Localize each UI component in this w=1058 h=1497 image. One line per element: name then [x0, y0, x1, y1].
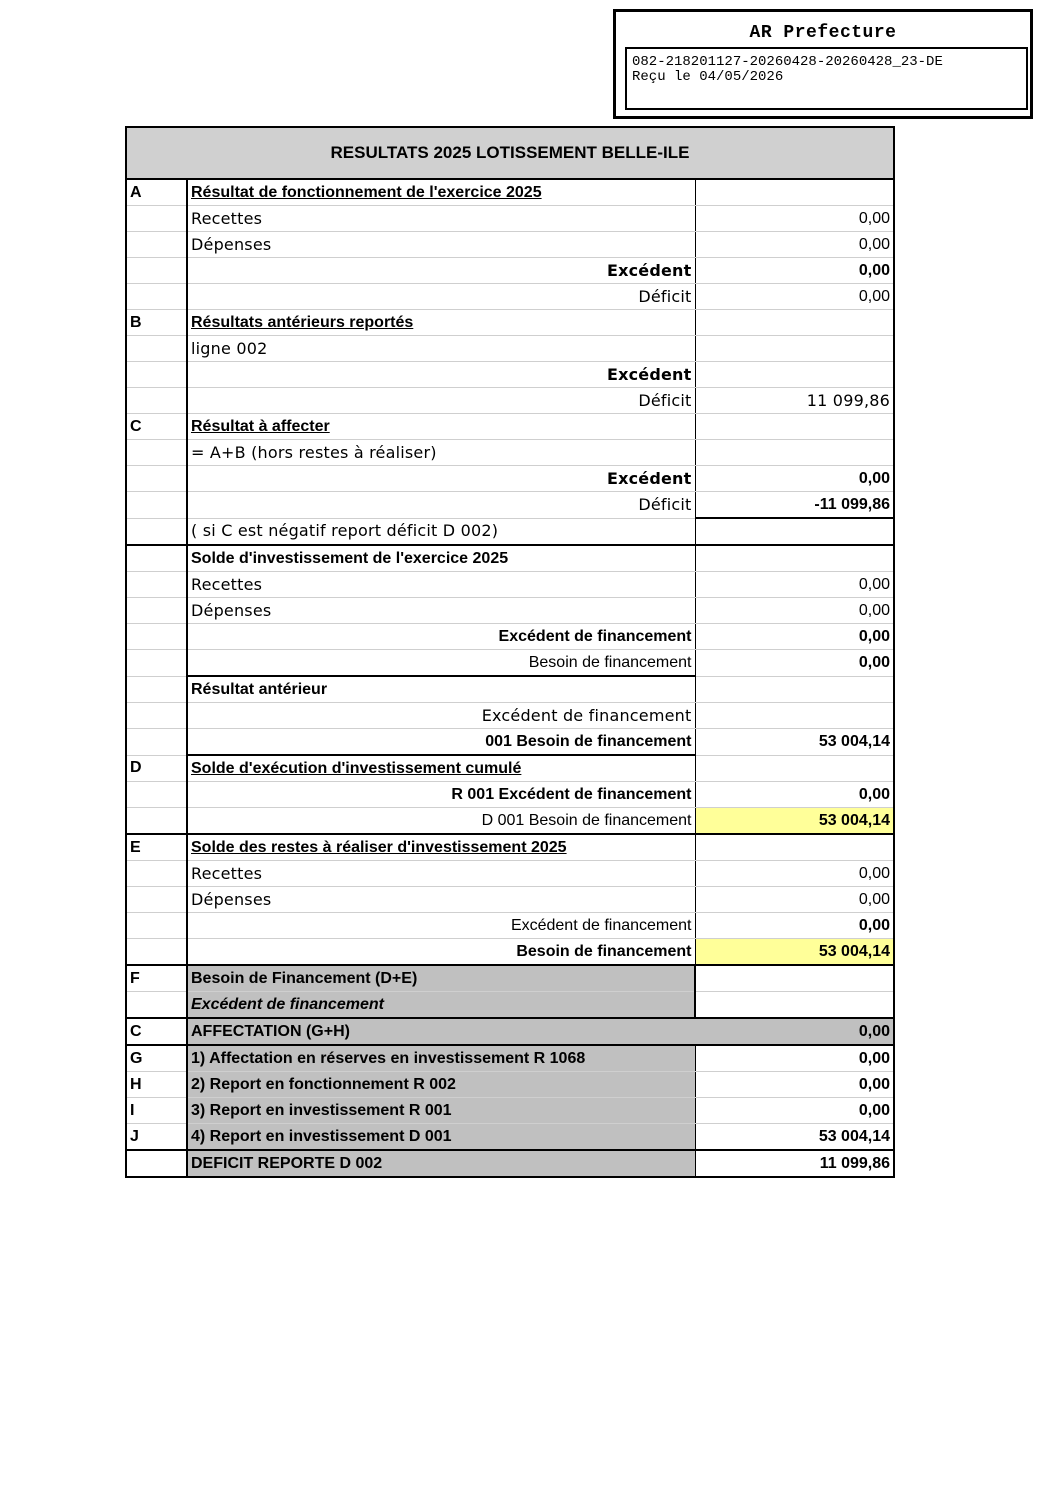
table-row: [126, 258, 894, 284]
table-row: [126, 492, 894, 519]
row-letter: [126, 1150, 187, 1177]
table-row: [126, 232, 894, 258]
stamp-title: AR Prefecture: [749, 23, 897, 43]
row-value: 0,00: [695, 284, 894, 310]
row-label: Solde d'exécution d'investissement cumulé: [187, 755, 695, 782]
table-title: RESULTATS 2025 LOTISSEMENT BELLE-ILE: [126, 127, 894, 179]
row-letter: [126, 572, 187, 598]
table-row: [126, 650, 894, 677]
row-label: R 001 Excédent de financement: [187, 782, 695, 808]
row-value: [695, 703, 894, 729]
table-row: [126, 1018, 894, 1045]
row-letter: [126, 206, 187, 232]
table-row: [126, 676, 894, 703]
row-letter: [126, 729, 187, 756]
table-row: [126, 939, 894, 966]
table-row: [126, 362, 894, 388]
row-value: 0,00: [695, 258, 894, 284]
row-label: AFFECTATION (G+H): [187, 1018, 695, 1045]
table-row: [126, 206, 894, 232]
row-value: 0,00: [695, 887, 894, 913]
row-value: 0,00: [695, 572, 894, 598]
row-letter: [126, 518, 187, 545]
row-letter: [126, 545, 187, 572]
table-row: [126, 1098, 894, 1124]
table-row: [126, 388, 894, 414]
row-value: [695, 755, 894, 782]
table-row: [126, 598, 894, 624]
row-letter: [126, 676, 187, 703]
row-letter: [126, 887, 187, 913]
table-row: [126, 179, 894, 206]
row-label: Excédent: [187, 362, 695, 388]
row-value: 53 004,14: [695, 1124, 894, 1151]
row-value: 11 099,86: [695, 1150, 894, 1177]
row-label: Excédent de financement: [187, 992, 695, 1019]
row-label: 3) Report en investissement R 001: [187, 1098, 695, 1124]
row-label: 001 Besoin de financement: [187, 729, 695, 756]
row-label: Recettes: [187, 572, 695, 598]
table-row: [126, 336, 894, 362]
row-value: [695, 834, 894, 861]
table-row: [126, 782, 894, 808]
row-label: Solde des restes à réaliser d'investissement 2025: [187, 834, 695, 861]
table-row: [126, 992, 894, 1019]
row-value-highlight: 53 004,14: [695, 939, 894, 966]
row-letter: C: [126, 1018, 187, 1045]
table-row: [126, 414, 894, 440]
table-row: [126, 466, 894, 492]
row-value: 11 099,86: [695, 388, 894, 414]
row-letter: [126, 232, 187, 258]
table-row: [126, 834, 894, 861]
row-value: 0,00: [695, 232, 894, 258]
row-label: Excédent de financement: [187, 703, 695, 729]
row-letter: G: [126, 1045, 187, 1072]
stamp-reference: 082-218201127-20260428-20260428_23-DE: [632, 54, 943, 70]
row-letter: [126, 782, 187, 808]
table-row: [126, 808, 894, 835]
table-row: [126, 729, 894, 756]
row-value: 0,00: [695, 913, 894, 939]
row-value: 0,00: [695, 1045, 894, 1072]
row-value: 0,00: [695, 206, 894, 232]
row-value: [695, 676, 894, 703]
row-letter: [126, 913, 187, 939]
row-letter: D: [126, 755, 187, 782]
table-row: [126, 518, 894, 545]
row-letter: [126, 336, 187, 362]
row-value: 0,00: [695, 782, 894, 808]
row-label: Besoin de Financement (D+E): [187, 965, 695, 992]
row-value: [695, 362, 894, 388]
row-value: [695, 336, 894, 362]
row-letter: [126, 258, 187, 284]
row-label: Déficit: [187, 284, 695, 310]
row-label: 4) Report en investissement D 001: [187, 1124, 695, 1151]
row-letter: [126, 624, 187, 650]
row-label: 1) Affectation en réserves en investissement R 1068: [187, 1045, 695, 1072]
row-label: Excédent de financement: [187, 624, 695, 650]
table-row: [126, 1150, 894, 1177]
row-value: 0,00: [695, 598, 894, 624]
row-value: [695, 414, 894, 440]
row-letter: [126, 598, 187, 624]
row-value: 0,00: [695, 1098, 894, 1124]
table-row: [126, 284, 894, 310]
row-letter: [126, 992, 187, 1019]
table-row: [126, 703, 894, 729]
row-value: 53 004,14: [695, 729, 894, 756]
stamp-details: [625, 47, 1028, 110]
row-label: Solde d'investissement de l'exercice 2025: [187, 545, 695, 572]
row-value: 0,00: [695, 466, 894, 492]
table-row: [126, 887, 894, 913]
row-label: Résultat à affecter: [187, 414, 695, 440]
row-value: [695, 518, 894, 545]
row-label: = A+B (hors restes à réaliser): [187, 440, 695, 466]
row-value: 0,00: [695, 650, 894, 677]
row-letter: [126, 466, 187, 492]
row-value: [695, 440, 894, 466]
row-label: Dépenses: [187, 598, 695, 624]
row-letter: [126, 808, 187, 835]
row-label: Résultat antérieur: [187, 676, 695, 703]
row-letter: [126, 388, 187, 414]
row-label: Dépenses: [187, 887, 695, 913]
table-header-row: [126, 127, 894, 179]
table-row: [126, 624, 894, 650]
row-label: Recettes: [187, 861, 695, 887]
row-label: Déficit: [187, 388, 695, 414]
row-value: -11 099,86: [695, 492, 894, 519]
row-letter: C: [126, 414, 187, 440]
table-row: [126, 965, 894, 992]
table-row: [126, 545, 894, 572]
row-label: DEFICIT REPORTE D 002: [187, 1150, 695, 1177]
row-label: Excédent: [187, 466, 695, 492]
row-value: [695, 992, 894, 1019]
row-letter: [126, 939, 187, 966]
row-value: [695, 310, 894, 336]
row-letter: [126, 284, 187, 310]
row-letter: E: [126, 834, 187, 861]
row-label: Déficit: [187, 492, 695, 519]
row-label: ligne 002: [187, 336, 695, 362]
row-letter: [126, 703, 187, 729]
row-label: ( si C est négatif report déficit D 002): [187, 518, 695, 545]
row-label: 2) Report en fonctionnement R 002: [187, 1072, 695, 1098]
row-value-highlight: 53 004,14: [695, 808, 894, 835]
row-label: Résultats antérieurs reportés: [187, 310, 695, 336]
row-letter: [126, 492, 187, 519]
row-value: [695, 179, 894, 206]
results-table: [125, 126, 895, 1178]
ar-prefecture-stamp: [613, 9, 1033, 119]
row-letter: [126, 440, 187, 466]
row-value: [695, 545, 894, 572]
table-row: [126, 1124, 894, 1151]
table-row: [126, 572, 894, 598]
row-letter: [126, 650, 187, 677]
row-label: D 001 Besoin de financement: [187, 808, 695, 835]
row-label: Recettes: [187, 206, 695, 232]
row-label: Besoin de financement: [187, 939, 695, 966]
row-letter: H: [126, 1072, 187, 1098]
table-row: [126, 310, 894, 336]
row-value: 0,00: [695, 1018, 894, 1045]
row-label: Excédent: [187, 258, 695, 284]
table-row: [126, 440, 894, 466]
row-label: Besoin de financement: [187, 650, 695, 677]
row-letter: I: [126, 1098, 187, 1124]
row-letter: [126, 861, 187, 887]
table-row: [126, 1072, 894, 1098]
row-label: Résultat de fonctionnement de l'exercice 2025: [187, 179, 695, 206]
row-value: 0,00: [695, 1072, 894, 1098]
row-value: 0,00: [695, 624, 894, 650]
row-value: [695, 965, 894, 992]
stamp-received-date: Reçu le 04/05/2026: [632, 69, 784, 85]
row-letter: B: [126, 310, 187, 336]
row-label: Dépenses: [187, 232, 695, 258]
table-row: [126, 1045, 894, 1072]
row-label: Excédent de financement: [187, 913, 695, 939]
table-row: [126, 913, 894, 939]
table-row: [126, 861, 894, 887]
row-letter: A: [126, 179, 187, 206]
row-letter: [126, 362, 187, 388]
row-value: 0,00: [695, 861, 894, 887]
table-row: [126, 755, 894, 782]
row-letter: F: [126, 965, 187, 992]
row-letter: J: [126, 1124, 187, 1151]
